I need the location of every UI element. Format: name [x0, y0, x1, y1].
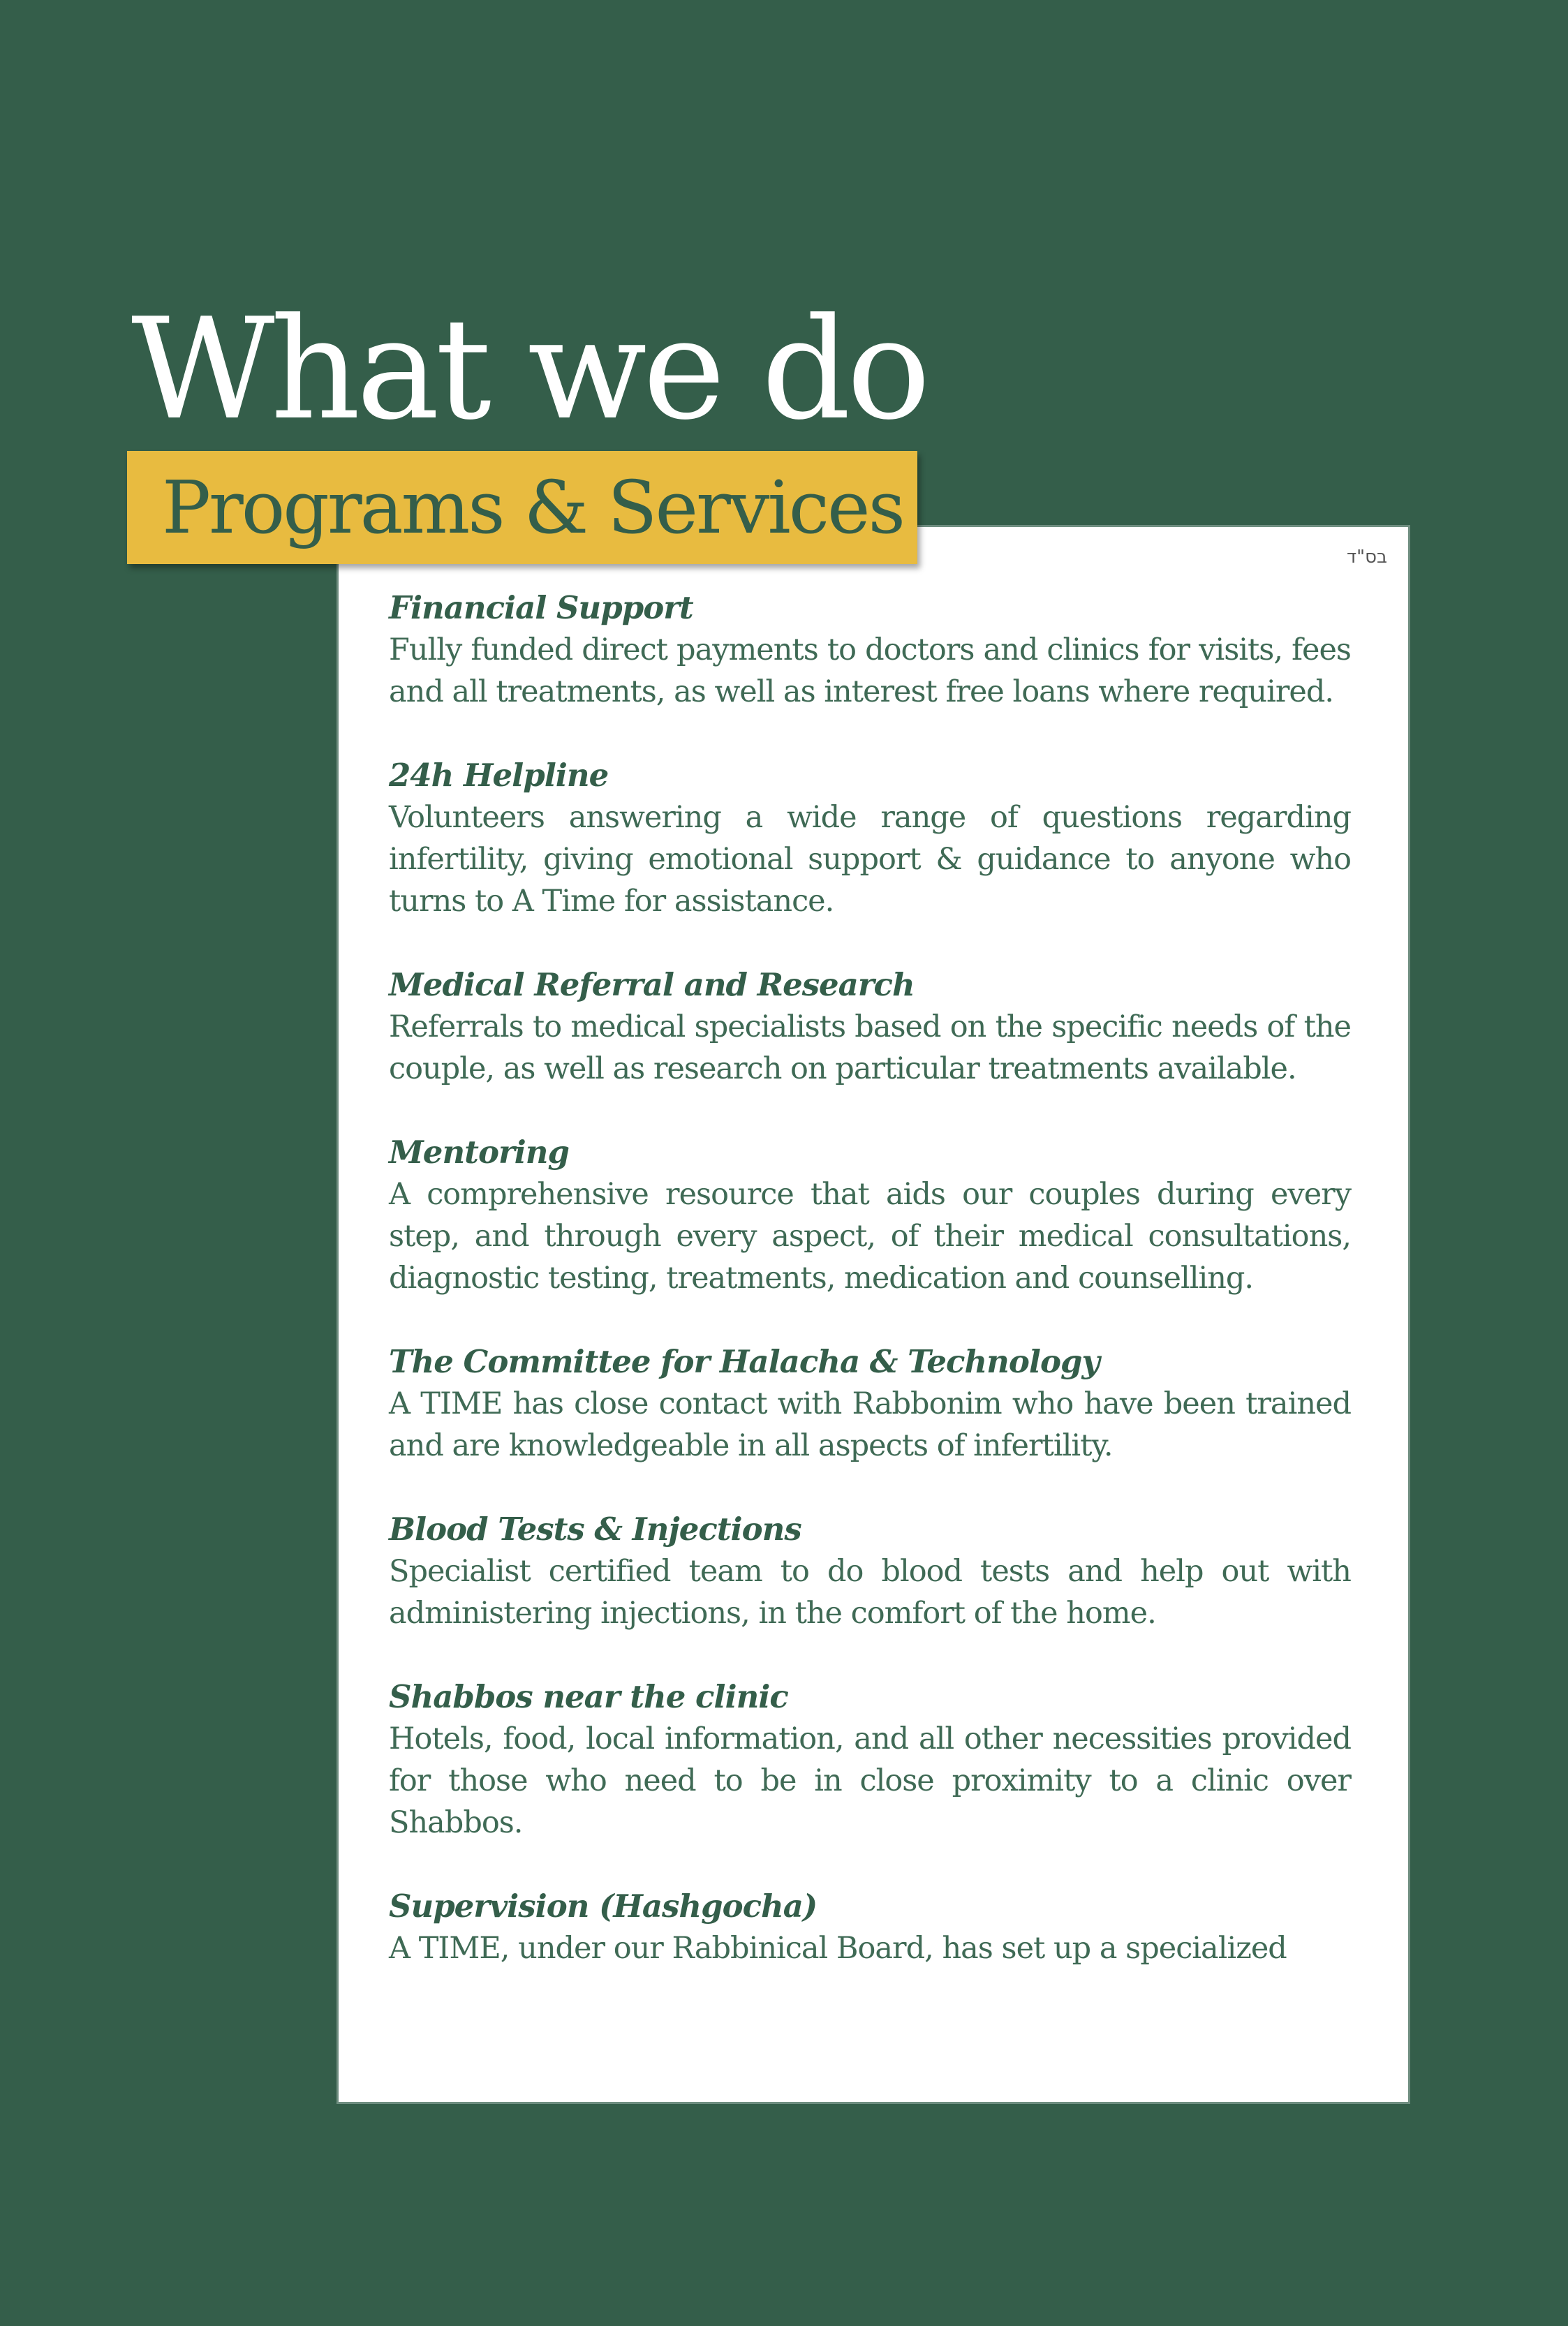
service-description: Fully funded direct payments to doctors and clinics for visits, fees and all treatments, as well as interest free loans where required.: [389, 632, 1351, 709]
service-item: [389, 1132, 1351, 1299]
services-list: [389, 587, 1351, 2011]
service-item: [389, 1676, 1351, 1844]
service-item: [389, 1886, 1351, 1969]
service-title: Medical Referral and Research: [389, 966, 915, 1003]
service-title: The Committee for Halacha & Technology: [389, 1343, 1100, 1380]
service-description: Referrals to medical specialists based on the specific needs of the couple, as well as research on particular treatments available.: [389, 1009, 1351, 1086]
service-title: Shabbos near the clinic: [389, 1678, 788, 1715]
service-item: [389, 587, 1351, 713]
service-item: [389, 1509, 1351, 1634]
service-item: [389, 1341, 1351, 1467]
service-title: Financial Support: [389, 589, 693, 626]
service-item: [389, 755, 1351, 922]
service-title: 24h Helpline: [389, 757, 609, 794]
service-title: Blood Tests & Injections: [389, 1511, 801, 1548]
service-description: A comprehensive resource that aids our couples during every step, and through every aspect, of their medical consultations, diagnostic testing, treatments, medication and counselling.: [389, 1177, 1351, 1296]
service-description: Volunteers answering a wide range of questions regarding infertility, giving emotional support & guidance to anyone who turns to A Time for assistance.: [389, 800, 1351, 919]
services-panel: [336, 525, 1410, 2104]
service-description: A TIME has close contact with Rabbonim who have been trained and are knowledgeable in all aspects of infertility.: [389, 1386, 1351, 1463]
service-title: Supervision (Hashgocha): [389, 1888, 818, 1925]
hebrew-mark: בס"ד: [1346, 547, 1387, 568]
subtitle-banner: [127, 451, 917, 564]
subtitle: Programs & Services: [162, 465, 903, 550]
service-title: Mentoring: [389, 1134, 569, 1171]
service-description: Specialist certified team to do blood tests and help out with administering injections, in the comfort of the home.: [389, 1554, 1351, 1631]
service-description: A TIME, under our Rabbinical Board, has set up a specialized: [389, 1931, 1287, 1966]
service-description: Hotels, food, local information, and all other necessities provided for those who need to be in close proximity to a clinic over Shabbos.: [389, 1721, 1351, 1840]
page-title: What we do: [131, 288, 927, 451]
service-item: [389, 964, 1351, 1090]
